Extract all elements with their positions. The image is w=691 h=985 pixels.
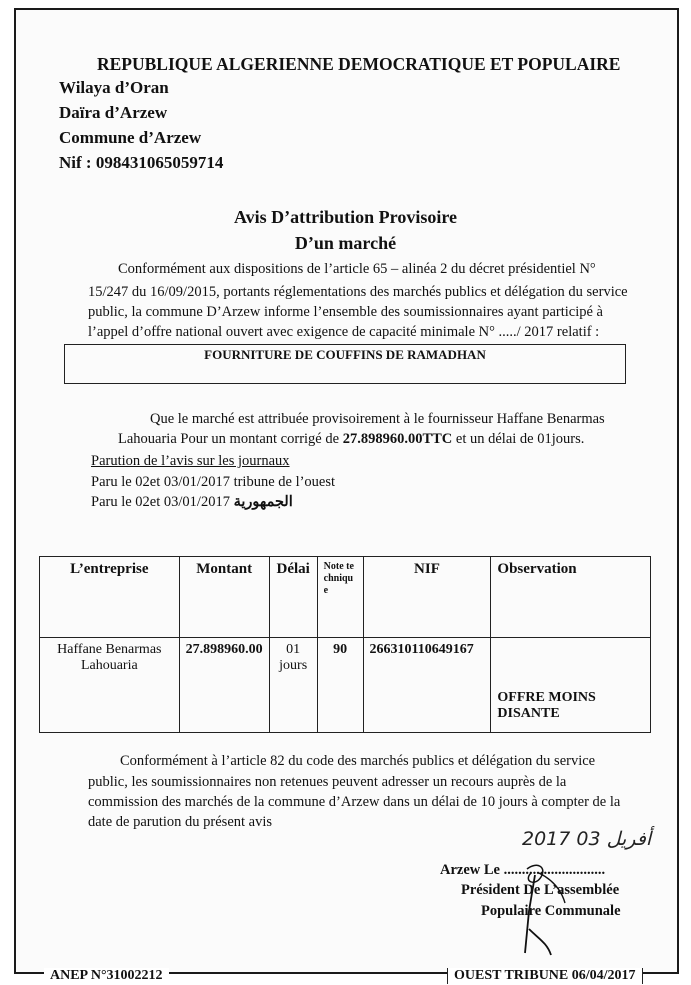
cell-note: 90 (317, 638, 363, 733)
signature-scribble (505, 855, 580, 960)
newspaper-arabic: الجمهورية (233, 494, 293, 510)
col-observation: Observation (491, 557, 651, 638)
entreprise-name-1: Haffane Benarmas (57, 642, 162, 657)
handwritten-date: 2017 أفريل 03 (522, 828, 652, 850)
table-header-row (40, 557, 651, 638)
observation-2: DISANTE (497, 706, 560, 721)
delai-value: 01 (286, 642, 301, 657)
newspaper-reference: OUEST TRIBUNE 06/04/2017 (447, 968, 643, 984)
intro-line-3: public, la commune D’Arzew informe l’ensemble des soumissionnaires ayant participé à (88, 304, 603, 320)
results-table (39, 556, 651, 733)
republic-heading: REPUBLIQUE ALGERIENNE DEMOCRATIQUE ET POPULAIRE (97, 54, 621, 74)
award-line-2 (118, 430, 584, 449)
award-delay: et un délai de 01jours. (452, 431, 585, 447)
anep-reference: ANEP N°31002212 (44, 968, 169, 984)
subject-text: FOURNITURE DE COUFFINS DE RAMADHAN (204, 347, 486, 362)
nif-line: Nif : 098431065059714 (59, 153, 224, 172)
intro-line-1: Conformément aux dispositions de l’article 65 – alinéa 2 du décret présidentiel N° (118, 261, 596, 277)
notice-title: Avis D’attribution Provisoire (234, 207, 457, 227)
col-entreprise: L’entreprise (40, 557, 180, 638)
delai-unit: jours (279, 658, 308, 673)
publication-heading: Parution de l’avis sur les journaux (91, 453, 290, 469)
publication-line-2 (91, 493, 293, 512)
recourse-line-1: Conformément à l’article 82 du code des marchés publics et délégation du service (120, 753, 596, 769)
cell-nif: 266310110649167 (363, 638, 491, 733)
intro-line-2: 15/247 du 16/09/2015, portants réglementations des marchés publics et délégation du service (88, 284, 628, 300)
award-line-1: Que le marché est attribuée provisoirement à le fournisseur Haffane Benarmas (150, 411, 605, 427)
table-row (40, 638, 651, 733)
cell-montant: 27.898960.00 (179, 638, 269, 733)
observation-1: OFFRE MOINS (497, 690, 596, 705)
intro-line-4: l’appel d’offre national ouvert avec exigence de capacité minimale N° ...../ 2017 relatif : (88, 324, 600, 340)
signature-title-1: Président De L’assemblée (461, 882, 620, 898)
col-delai: Délai (269, 557, 317, 638)
subject-box (64, 344, 626, 384)
col-montant: Montant (179, 557, 269, 638)
award-amount: 27.898960.00TTC (342, 431, 453, 447)
recourse-line-3: commission des marchés de la commune d’Arzew dans un délai de 10 jours à compter de la (88, 794, 621, 810)
recourse-line-2: public, les soumissionnaires non retenues peuvent adresser un recours auprès de la (88, 774, 567, 790)
daira-line: Daïra d’Arzew (59, 103, 168, 122)
signature-title-2: Populaire Communale (481, 903, 621, 919)
signature-place: Arzew Le ............................ (440, 862, 606, 878)
col-nif: NIF (363, 557, 491, 638)
award-text: Lahouaria Pour un montant corrigé de (118, 431, 343, 447)
commune-line: Commune d’Arzew (59, 128, 202, 147)
entreprise-name-2: Lahouaria (80, 658, 138, 673)
col-note: Note techniqu e (317, 557, 363, 638)
cell-observation (491, 638, 651, 733)
cell-entreprise (40, 638, 180, 733)
cell-delai (269, 638, 317, 733)
recourse-line-4: date de parution du présent avis (88, 814, 273, 830)
wilaya-line: Wilaya d’Oran (59, 78, 169, 97)
publication-line-1: Paru le 02et 03/01/2017 tribune de l’ouest (91, 474, 336, 490)
publication-date: Paru le 02et 03/01/2017 (91, 494, 234, 510)
notice-subtitle: D’un marché (294, 233, 397, 253)
